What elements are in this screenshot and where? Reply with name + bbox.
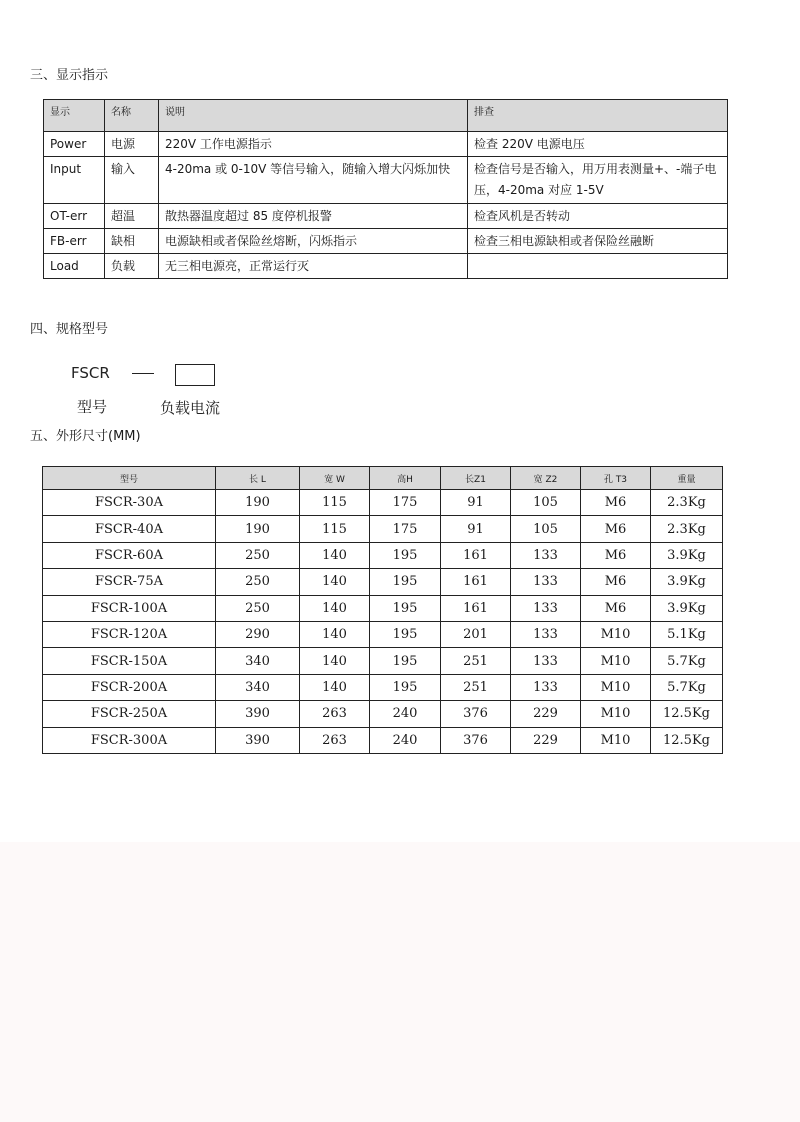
table-cell: 140 (300, 648, 370, 674)
table-cell: 390 (216, 727, 300, 753)
header-cell: 说明 (159, 100, 468, 132)
table-cell: 161 (441, 542, 511, 568)
table-cell: FSCR-150A (43, 648, 216, 674)
table-cell: 缺相 (105, 229, 159, 254)
table-cell: M10 (581, 648, 651, 674)
table-cell: M6 (581, 569, 651, 595)
table-cell: M6 (581, 490, 651, 516)
section-heading-spec: 四、规格型号 (30, 322, 109, 337)
table-cell: 250 (216, 569, 300, 595)
table-cell: 240 (370, 701, 441, 727)
table-cell: M6 (581, 595, 651, 621)
table-cell: M10 (581, 621, 651, 647)
table-row (44, 132, 728, 157)
table-cell: 负载 (105, 254, 159, 279)
table-cell: 105 (511, 490, 581, 516)
table-cell: 340 (216, 674, 300, 700)
table-row (43, 595, 723, 621)
section-heading-dimensions: 五、外形尺寸(MM) (30, 429, 141, 444)
table-cell: 115 (300, 516, 370, 542)
table-cell: 195 (370, 648, 441, 674)
table-cell: 376 (441, 727, 511, 753)
table-row (43, 727, 723, 753)
table-row (44, 254, 728, 279)
header-cell: 显示 (44, 100, 105, 132)
header-cell: 长Z1 (441, 467, 511, 490)
table-cell: 140 (300, 542, 370, 568)
table-cell: 133 (511, 542, 581, 568)
table-row (43, 701, 723, 727)
table-cell: 140 (300, 674, 370, 700)
header-cell: 排查 (468, 100, 728, 132)
table-cell: 195 (370, 621, 441, 647)
table-cell: 190 (216, 490, 300, 516)
table-cell: 5.1Kg (651, 621, 723, 647)
table-cell: 195 (370, 542, 441, 568)
table-row (43, 648, 723, 674)
table-cell: 161 (441, 595, 511, 621)
table-cell: 4-20ma 或 0-10V 等信号输入，随输入增大闪烁加快 (159, 157, 468, 204)
table-cell: 175 (370, 490, 441, 516)
table-cell: 检查风机是否转动 (468, 204, 728, 229)
table-cell: 无三相电源亮，正常运行灭 (159, 254, 468, 279)
table-cell: 5.7Kg (651, 674, 723, 700)
table-cell: FB-err (44, 229, 105, 254)
table-cell: FSCR-60A (43, 542, 216, 568)
section-heading-display: 三、显示指示 (30, 68, 109, 83)
table-cell: FSCR-30A (43, 490, 216, 516)
header-cell: 长 L (216, 467, 300, 490)
table-cell: Input (44, 157, 105, 204)
table-cell: 195 (370, 674, 441, 700)
table-cell: 263 (300, 727, 370, 753)
table-cell: Power (44, 132, 105, 157)
table-cell: 263 (300, 701, 370, 727)
table-cell: 133 (511, 674, 581, 700)
header-cell: 名称 (105, 100, 159, 132)
table-cell: FSCR-100A (43, 595, 216, 621)
table-cell: 105 (511, 516, 581, 542)
spec-label-model: 型号 (77, 398, 108, 416)
spec-label-current: 负载电流 (160, 399, 221, 417)
table-cell: 161 (441, 569, 511, 595)
table-cell: 140 (300, 595, 370, 621)
dimension-table (42, 466, 723, 754)
table-cell: FSCR-75A (43, 569, 216, 595)
header-cell: 重量 (651, 467, 723, 490)
table-cell: M10 (581, 701, 651, 727)
table-cell: 201 (441, 621, 511, 647)
table-cell: 检查三相电源缺相或者保险丝融断 (468, 229, 728, 254)
header-cell: 高H (370, 467, 441, 490)
table-cell: 3.9Kg (651, 595, 723, 621)
table-row (43, 621, 723, 647)
table-cell: 190 (216, 516, 300, 542)
header-cell: 宽 W (300, 467, 370, 490)
table-cell: 251 (441, 674, 511, 700)
table-cell: 229 (511, 727, 581, 753)
table-cell: M6 (581, 542, 651, 568)
header-cell: 宽 Z2 (511, 467, 581, 490)
table-cell: 133 (511, 569, 581, 595)
table-cell: 250 (216, 542, 300, 568)
table-cell: 91 (441, 516, 511, 542)
table-cell: 140 (300, 569, 370, 595)
table-cell: FSCR-40A (43, 516, 216, 542)
table-row (43, 516, 723, 542)
table-cell: 输入 (105, 157, 159, 204)
display-indicator-table (43, 99, 728, 279)
table-cell: 390 (216, 701, 300, 727)
table-cell: 229 (511, 701, 581, 727)
table-row (43, 542, 723, 568)
table-cell: 电源 (105, 132, 159, 157)
table-row (44, 204, 728, 229)
table-cell: 2.3Kg (651, 516, 723, 542)
header-cell: 型号 (43, 467, 216, 490)
table-cell: 195 (370, 595, 441, 621)
table-cell: M6 (581, 516, 651, 542)
table-cell: M10 (581, 674, 651, 700)
table-cell: 115 (300, 490, 370, 516)
table-cell: 140 (300, 621, 370, 647)
table-cell: 133 (511, 621, 581, 647)
table-cell: 5.7Kg (651, 648, 723, 674)
table-cell: 检查 220V 电源电压 (468, 132, 728, 157)
table-header-row (43, 467, 723, 490)
table-cell: 散热器温度超过 85 度停机报警 (159, 204, 468, 229)
spec-dash-line (132, 373, 154, 374)
table-cell: 175 (370, 516, 441, 542)
table-cell: 251 (441, 648, 511, 674)
table-cell: 220V 工作电源指示 (159, 132, 468, 157)
table-cell: FSCR-250A (43, 701, 216, 727)
table-cell: 195 (370, 569, 441, 595)
table-row (44, 157, 728, 204)
table-cell: Load (44, 254, 105, 279)
table-header-row (44, 100, 728, 132)
table-cell: 376 (441, 701, 511, 727)
table-cell: 133 (511, 648, 581, 674)
table-cell: FSCR-120A (43, 621, 216, 647)
table-cell: 133 (511, 595, 581, 621)
spec-model-prefix: FSCR (71, 364, 110, 382)
table-cell: 3.9Kg (651, 542, 723, 568)
table-cell: 超温 (105, 204, 159, 229)
table-cell: FSCR-300A (43, 727, 216, 753)
table-cell: 12.5Kg (651, 701, 723, 727)
header-cell: 孔 T3 (581, 467, 651, 490)
table-cell: 3.9Kg (651, 569, 723, 595)
table-row (44, 229, 728, 254)
spec-current-placeholder-box (175, 364, 215, 386)
table-cell: 91 (441, 490, 511, 516)
table-row (43, 674, 723, 700)
table-cell: OT-err (44, 204, 105, 229)
table-cell: 340 (216, 648, 300, 674)
page-lower-background (0, 842, 800, 1122)
table-cell: 电源缺相或者保险丝熔断，闪烁指示 (159, 229, 468, 254)
table-cell: 12.5Kg (651, 727, 723, 753)
table-cell: 250 (216, 595, 300, 621)
table-row (43, 490, 723, 516)
table-cell: M10 (581, 727, 651, 753)
table-cell (468, 254, 728, 279)
table-cell: 240 (370, 727, 441, 753)
table-cell: FSCR-200A (43, 674, 216, 700)
table-cell: 检查信号是否输入，用万用表测量+、-端子电压，4-20ma 对应 1-5V (468, 157, 728, 204)
table-cell: 290 (216, 621, 300, 647)
table-row (43, 569, 723, 595)
table-cell: 2.3Kg (651, 490, 723, 516)
